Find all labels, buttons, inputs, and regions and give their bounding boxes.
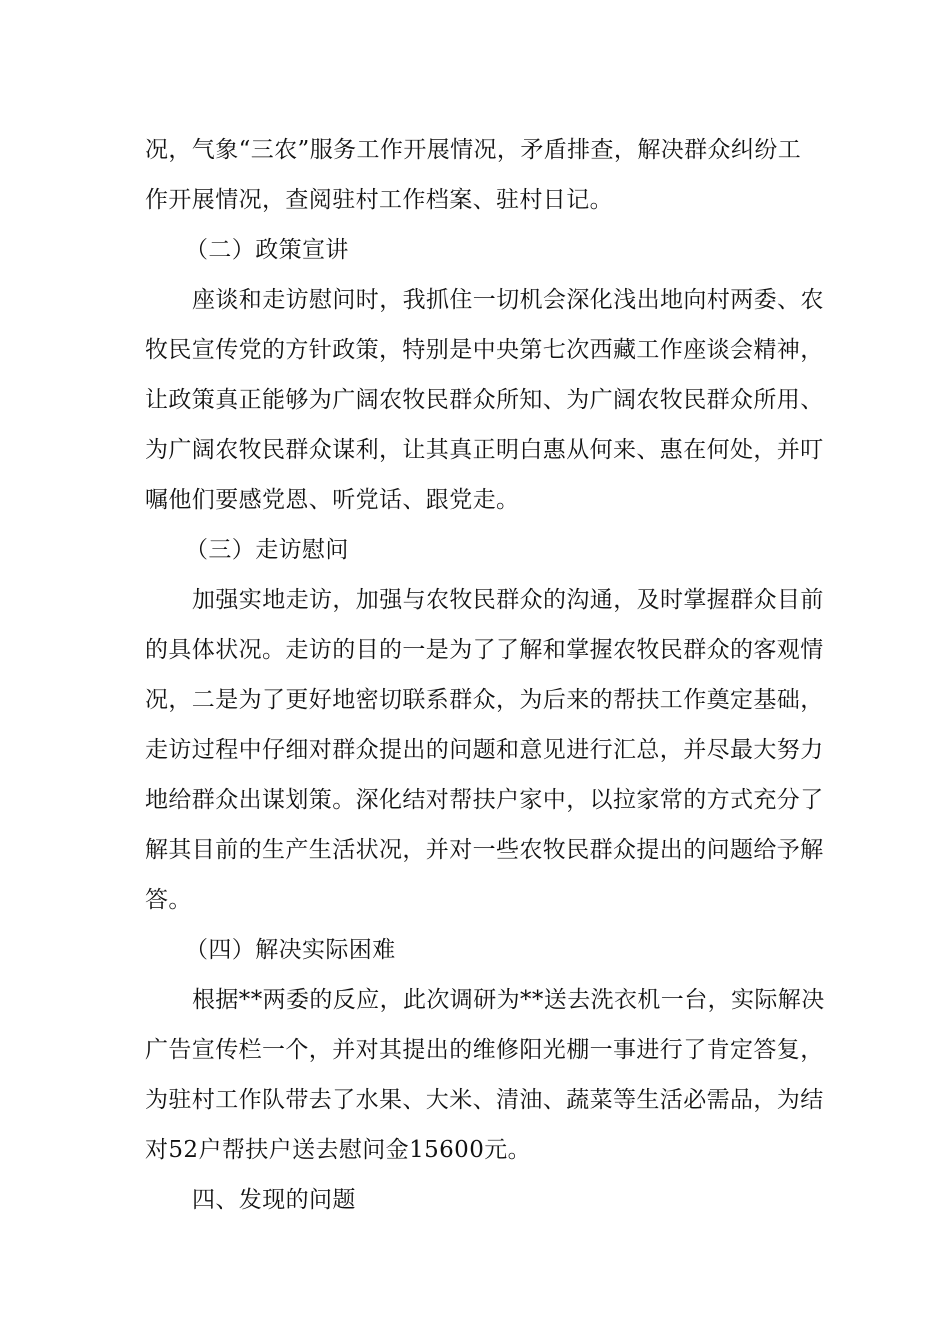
paragraph-line: 嘱他们要感党恩、听党话、跟党走。 xyxy=(145,487,520,513)
paragraph-line: 座谈和走访慰问时，我抓住一切机会深化浅出地向村两委、农 xyxy=(192,287,824,313)
section-heading: 四、发现的问题 xyxy=(192,1187,356,1213)
paragraph-line: 为驻村工作队带去了水果、大米、清油、蔬菜等生活必需品，为结 xyxy=(145,1087,824,1113)
paragraph-line: 答。 xyxy=(145,887,192,913)
paragraph-line: 牧民宣传党的方针政策，特别是中央第七次西藏工作座谈会精神， xyxy=(145,337,824,363)
paragraph-line: 况，二是为了更好地密切联系群众，为后来的帮扶工作奠定基础， xyxy=(145,687,824,713)
section-heading: （二）政策宣讲 xyxy=(185,237,349,263)
paragraph-line: 加强实地走访，加强与农牧民群众的沟通，及时掌握群众目前 xyxy=(192,587,824,613)
paragraph-line: 对52户帮扶户送去慰问金15600元。 xyxy=(145,1137,532,1163)
paragraph-line: 走访过程中仔细对群众提出的问题和意见进行汇总，并尽最大努力 xyxy=(145,737,824,763)
paragraph-line: 根据**两委的反应，此次调研为**送去洗衣机一台，实际解决 xyxy=(192,987,825,1013)
paragraph-line: 作开展情况，查阅驻村工作档案、驻村日记。 xyxy=(145,187,613,213)
paragraph-line: 广告宣传栏一个，并对其提出的维修阳光棚一事进行了肯定答复， xyxy=(145,1037,824,1063)
paragraph-line: 况，气象“三农”服务工作开展情况，矛盾排查，解决群众纠纷工 xyxy=(145,137,802,163)
section-heading: （四）解决实际困难 xyxy=(185,937,396,963)
paragraph-line: 让政策真正能够为广阔农牧民群众所知、为广阔农牧民群众所用、 xyxy=(145,387,824,413)
paragraph-line: 为广阔农牧民群众谋利，让其真正明白惠从何来、惠在何处，并叮 xyxy=(145,437,824,463)
paragraph-line: 解其目前的生产生活状况，并对一些农牧民群众提出的问题给予解 xyxy=(145,837,824,863)
paragraph-line: 的具体状况。走访的目的一是为了了解和掌握农牧民群众的客观情 xyxy=(145,637,824,663)
section-heading: （三）走访慰问 xyxy=(185,537,349,563)
paragraph-line: 地给群众出谋划策。深化结对帮扶户家中，以拉家常的方式充分了 xyxy=(145,787,824,813)
